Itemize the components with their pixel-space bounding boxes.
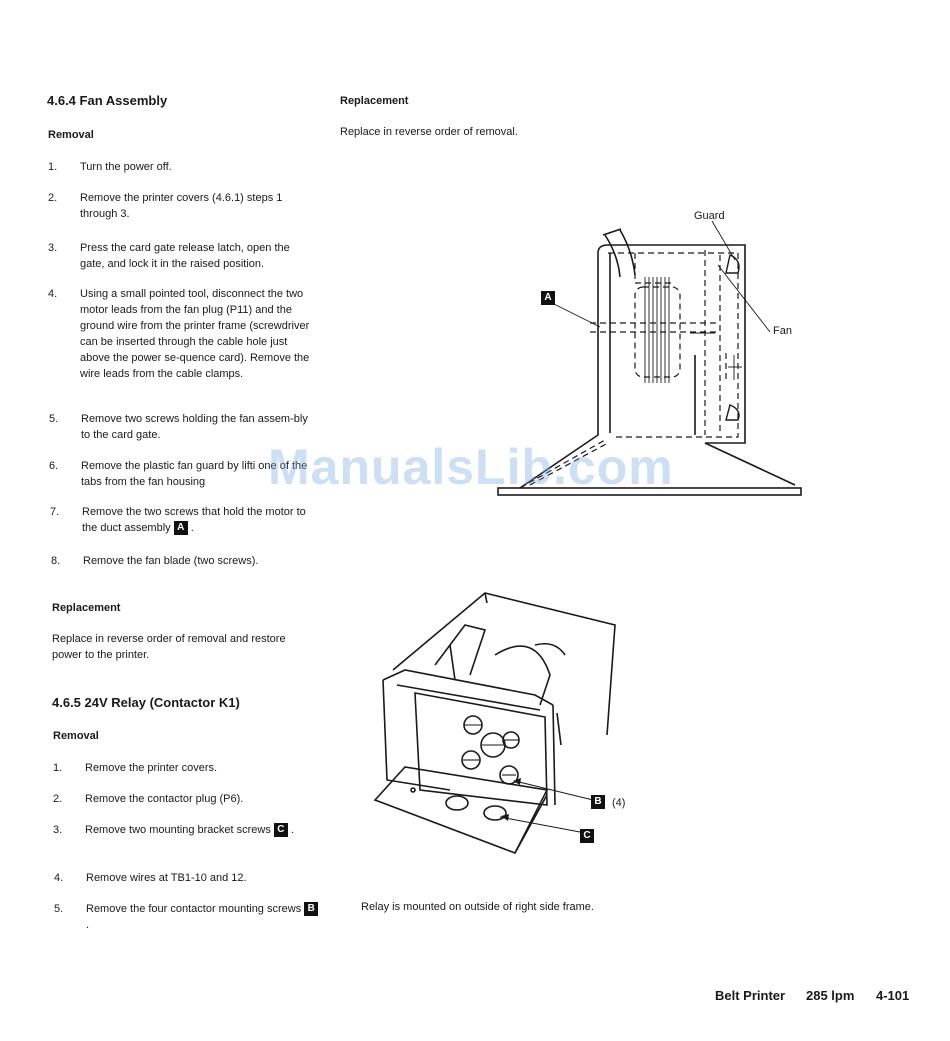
step-number: 5. (54, 903, 64, 915)
relay-figure-callout-b: B (591, 795, 605, 809)
step-text: Remove the printer covers. (85, 762, 218, 774)
step-text: Turn the power off. (80, 161, 172, 173)
fan-assembly-title: 4.6.4 Fan Assembly (47, 93, 168, 108)
relay-figure (375, 585, 635, 860)
step-text: Remove the two screws that hold the motor to the duct assembly A . (82, 506, 306, 534)
fan-replacement-heading: Replacement (52, 602, 121, 614)
step-callout-a: A (174, 521, 188, 535)
step-text: Using a small pointed tool, disconnect the two motor leads from the fan plug (P11) and the ground wire from the printer frame (screwdriver can be inserted through the cable hole just above the power se-quence card). Remove the wire leads from the cable clamps. (80, 288, 310, 380)
right-replacement-heading: Replacement (340, 95, 409, 107)
fan-figure-fan-label: Fan (773, 325, 792, 337)
step-number: 7. (50, 506, 60, 518)
relay-figure-callout-c: C (580, 829, 594, 843)
step-number: 4. (48, 288, 58, 300)
footer-title: Belt Printer (715, 988, 786, 1003)
step-number: 3. (48, 242, 58, 254)
step-text: Press the card gate release latch, open the gate, and lock it in the raised position. (80, 242, 290, 270)
fan-figure-callout-a: A (541, 291, 555, 305)
step-text: Remove two screws holding the fan assem-bly to the card gate. (81, 413, 308, 441)
footer-page-number: 4-101 (876, 988, 910, 1003)
step-number: 2. (53, 793, 63, 805)
footer-speed: 285 lpm (806, 988, 855, 1003)
step-text: Remove two mounting bracket screws C . (85, 824, 295, 836)
step-text: Remove the fan blade (two screws). (83, 555, 259, 567)
step-number: 2. (48, 192, 58, 204)
relay-figure-count-label: (4) (612, 797, 626, 809)
step-text: Remove the printer covers (4.6.1) steps 1 through 3. (80, 192, 283, 220)
step-number: 8. (51, 555, 61, 567)
step-number: 5. (49, 413, 59, 425)
watermark: ManualsLib.com (268, 439, 674, 495)
step-callout-c: C (274, 823, 288, 837)
step-number: 1. (48, 161, 58, 173)
relay-removal-heading: Removal (53, 730, 99, 742)
step-number: 3. (53, 824, 63, 836)
fan-replacement-text: Replace in reverse order of removal and restore power to the printer. (52, 633, 286, 661)
fan-removal-heading: Removal (48, 129, 94, 141)
step-text: Remove the four contactor mounting screws B . (86, 901, 321, 933)
step-callout-b: B (304, 902, 318, 916)
step-text: Remove the plastic fan guard by lifti one of the tabs from the fan housing (81, 460, 308, 488)
step-number: 4. (54, 872, 64, 884)
fan-figure-guard-label: Guard (694, 210, 725, 222)
right-replacement-text: Replace in reverse order of removal. (340, 126, 518, 138)
step-number: 1. (53, 762, 63, 774)
step-number: 6. (49, 460, 59, 472)
relay-title: 4.6.5 24V Relay (Contactor K1) (52, 695, 240, 710)
step-text: Remove the contactor plug (P6). (85, 793, 244, 805)
relay-caption: Relay is mounted on outside of right side frame. (361, 901, 594, 913)
step-text: Remove wires at TB1-10 and 12. (86, 872, 247, 884)
